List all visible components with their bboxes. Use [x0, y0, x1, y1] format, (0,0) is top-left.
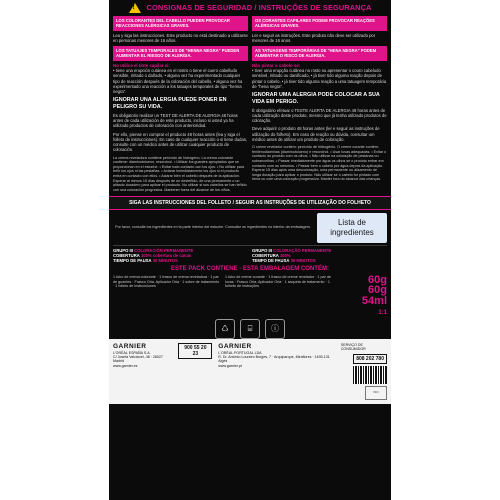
- footer: [109, 339, 391, 404]
- group-coverage-value: 100%: [140, 253, 152, 258]
- group-title: GRUPO III: [113, 247, 134, 253]
- weights-block: [337, 275, 387, 317]
- es-allergy-test-text: Es obligatorio realizar un TEST DE ALERTA DE ALERGIA 48 horas antes de cada utilización de este producto, incluso si usted ya ha utilizado productos de coloración con anterioridad.: [113, 112, 238, 129]
- pt-warning-allergy: OS CORANTES CAPILARES PODEM PROVOCAR REAÇÕES ALÉRGICAS GRAVES.: [252, 16, 387, 31]
- pt-do-not-use-label: Não pintar o cabelo se:: [252, 62, 301, 68]
- group-title-tail: COLORAÇÃO PERMANENTE: [272, 247, 332, 253]
- portuguese-column: [252, 16, 387, 193]
- pack-contents-es: 1 tubo de crema colorante · 1 frasco de crema reveladora · 1 par de guantes · Frasco Oria, Aplicador Oria · 1 sobre de tratamiento · 1 folleto de instrucciones: [113, 275, 220, 289]
- weight-1: 60g: [368, 274, 387, 286]
- es-do-not-use-list: • tiene una erupción cutánea en el rostro o tiene el cuero cabelludo sensible, irritado o dañado, • alguna vez ha experimentado cualquier tipo de reacción después de la coloración del cabello, • alguna vez ha experimentado una reacción a los tatuajes temporales de tipo "henna negra".: [113, 68, 243, 94]
- company-address: C/ Josefa Valcárcel, 48 · 28027 Madrid: [113, 355, 163, 364]
- pt-allergy-test-text: É obrigatório efetuar o TESTE ALERTA DE ALERGIA 48 horas antes de cada utilização deste produto, mesmo que já tenha utilizado produtos de coloração.: [252, 107, 387, 123]
- group-time-label: TIEMPO DE PAUSA: [113, 258, 152, 264]
- group-coverage-tail: cobertura de canas: [151, 253, 192, 258]
- ingredients-note: Por favor, consulte los ingredientes en la parte interior del estuche. Consultar os ingredientes no interior da embalagem.: [115, 225, 311, 230]
- warning-triangle-icon: [129, 3, 141, 13]
- pack-contents-bar: ESTE PACK CONTIENE · ESTA EMBALAGEM CONTÉM:: [171, 265, 329, 272]
- ingredients-button-wrap: [317, 213, 387, 243]
- weight-2: 60g: [368, 284, 387, 297]
- footer-es: [113, 343, 172, 400]
- safety-columns: [109, 16, 391, 193]
- safety-title: CONSIGNAS DE SEGURIDAD / INSTRUÇÕES DE SEGURANÇA: [146, 3, 372, 13]
- pt-buy-ahead-text: Deve adquirir o produto 48 horas antes (ler e seguir as instruções de utilização do folheto). Em caso de reação ou dúvida, consultar um médico antes de utilizar um produto de coloração.: [252, 126, 380, 142]
- recycle-icon: ♺: [215, 319, 235, 339]
- es-precautions-text: La crema reveladora contiene peróxido de hidrógeno. La crema colorante contiene: diaminotolueno, resorcinol. • Utilizar los guantes apropiados que se proporcionan en el estuche. • Evitar todo contacto con los ojos. • No utilizar para teñir los ojos ni las pestañas. • Aclarar inmediatamente los ojos si el producto entra en contacto con ellos. • Aclarar bien el cabello después de la aplicación. Esperar al menos 15 días después de un desteñido, de una permanente o un alisado duradero para aplicar el producto. No utilizar si sus cabellos se han teñido con una coloración progresiva. Mantener fuera del alcance de los niños.: [113, 155, 247, 192]
- group-title: GRUPO III: [252, 247, 273, 253]
- info-icon: ⓘ: [265, 319, 285, 339]
- footer-pt: [218, 343, 335, 400]
- follow-instructions-bar: SIGA LAS INSTRUCCIONES DEL FOLLETO / SEGUIR AS INSTRUÇÕES DE UTILIZAÇÃO DO FOLHETO: [109, 196, 391, 210]
- barcode-graphic: [353, 366, 387, 384]
- es-do-not-use-label: No utilice el tinte capilar si:: [113, 62, 170, 68]
- group-time-value: 30 MINUTOS: [290, 258, 316, 264]
- package-panel: [109, 0, 391, 500]
- pt-do-not-use-list: • tiver uma erupção cutânea no rosto ou apresentar o couro cabeludo sensível, irritado ou danificado, • já tiver tido alguma reação depois de pintar o cabelo, • já tiver tido alguma reação a uma tatuagem temporária de "hena negra".: [252, 68, 387, 89]
- pt-henna-warning: AS TATUAGENS TEMPORÁRIAS DE "HENA NEGRA" PODEM AUMENTAR O RISCO DE ALERGIA.: [252, 46, 387, 61]
- company-address: R. Dr. António Loureiro Borges, 7 · Arquiparque, Miraflores · 1495-131 Algés: [218, 355, 330, 364]
- group-coverage-label: COBERTURA: [252, 253, 279, 258]
- ingredients-list-button[interactable]: Lista de ingredientes: [317, 213, 387, 243]
- footer-phone-block: [178, 343, 212, 400]
- pack-contents-pt: 1 tubo de creme corante · 1 frasco de creme revelador · 1 par de luvas · Frasco Oria, Aplicador Oria · 1 saqueta de tratamento · 1 folheto de instruções: [225, 275, 331, 289]
- es-buy-ahead-text: Por ello, piense en comprar el producto 48 horas antes (lea y siga el folleto de instrucciones). En caso de cualquier reacción o si tiene dudas, consulte con un médico antes de utilizar cualquier producto de coloración.: [113, 131, 248, 153]
- weight-3: 54ml: [361, 294, 387, 307]
- group-row: [109, 248, 391, 264]
- es-instructions-text: Lea y siga las instrucciones. Este producto no está destinado a utilizarse en personas menores de 16 años.: [113, 32, 248, 43]
- company-website[interactable]: www.garnier.pt: [218, 363, 242, 368]
- es-warning-allergy: LOS COLORANTES DEL CABELLO PUEDEN PROVOCAR REACCIONES ALÉRGICAS GRAVES.: [113, 16, 248, 31]
- spanish-column: [113, 16, 248, 193]
- ratio-badge: 1:1: [378, 310, 387, 317]
- iso-icon: ISO: [365, 386, 387, 400]
- consumer-label: SERVIÇO DE CONSUMIDOR: [340, 343, 366, 352]
- group-time-label: TEMPO DE PAUSA: [252, 258, 290, 264]
- company-name: L'ORÉAL ESPAÑA S.A.: [113, 350, 151, 355]
- group-es: [113, 248, 248, 264]
- safety-header: [109, 0, 391, 16]
- period-after-opening-icon: ⌸: [240, 319, 260, 339]
- group-coverage-value: 100%: [279, 253, 291, 258]
- pt-instructions-text: Ler e seguir as instruções. Este produto não deve ser utilizado por menores de 16 anos.: [252, 32, 376, 43]
- group-coverage-label: COBERTURA: [113, 253, 140, 258]
- company-website[interactable]: www.garnier.es: [113, 363, 138, 368]
- brand-logo: GARNIER: [218, 343, 252, 350]
- company-name: L'ORÉAL PORTUGAL LDA: [218, 350, 262, 355]
- group-pt: [252, 248, 387, 264]
- pack-contents-row: [109, 275, 391, 317]
- consumer-block: [341, 343, 387, 400]
- consumer-phone: 808 202 780: [353, 354, 387, 364]
- pt-danger-title: IGNORAR UMA ALERGIA PODE COLOCAR A SUA VIDA EM PERIGO.: [252, 92, 380, 105]
- es-danger-title: IGNORAR UNA ALERGIA PUEDE PONER EN PELIGRO SU VIDA.: [113, 97, 227, 110]
- pt-precautions-text: O creme revelador contém: peróxido de hidrogénio. O creme corante contém: fenilenodiaminas (diaminotolueno) e resorcinol. • Usar luvas adequadas. • Evitar o contacto do produto com os olhos. • Não utilizar na coloração de pestanas ou sobrancelhas. • Passar imediatamente por água os olhos se o produto entrar em contacto com os mesmos. • Passar bem o cabelo por água depois da aplicação. Esperar 15 dias após uma descoloração, uma permanente ou alisamento de longa duração para aplicar o produto. Não utilizar se o cabelo for pintado com hena ou com uma coloração progressiva. Manter fora do alcance das crianças.: [252, 145, 387, 182]
- es-henna-warning: LOS TATUAJES TEMPORALES DE "HENNA NEGRA" PUEDEN AUMENTAR EL RIESGO DE ALERGIA.: [113, 46, 248, 61]
- brand-logo: GARNIER: [113, 343, 147, 350]
- phone-box: 900 55 20 23: [178, 343, 212, 359]
- divider: [113, 245, 387, 246]
- group-title-tail: COLORACIÓN PERMANENTE: [133, 247, 194, 253]
- symbols-row: [109, 319, 391, 339]
- group-time-value: 30 MINUTOS: [152, 258, 178, 264]
- ingredients-row: [109, 213, 391, 243]
